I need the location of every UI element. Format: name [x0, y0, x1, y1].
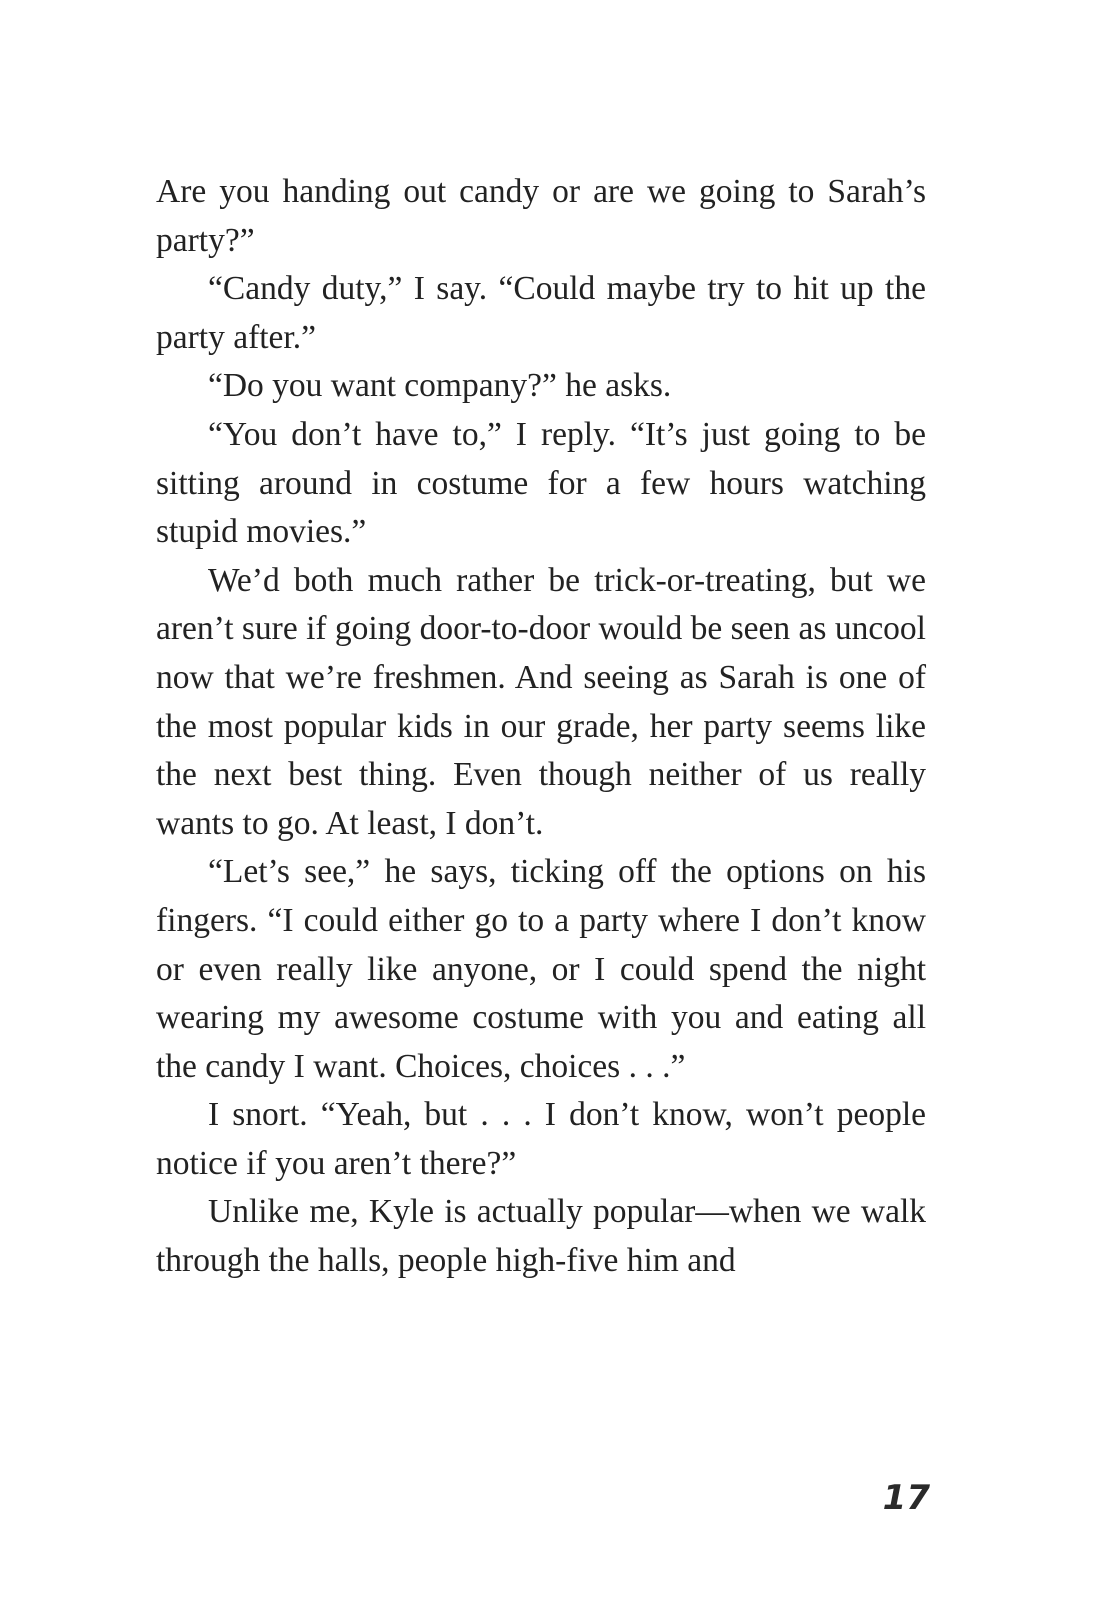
page-number: 17 — [882, 1478, 930, 1518]
paragraph-3: “Do you want company?” he asks. — [208, 367, 672, 405]
paragraph-8: Unlike me, Kyle is actually popular—when we walk through the halls, people high-five him and — [156, 1193, 926, 1280]
paragraph-5: We’d both much rather be trick-or-treating, but we aren’t sure if going door-to-door would be seen as uncool now that we’re freshmen. And seeing as Sarah is one of the most popular kids in our grade, her party seems like the next best thing. Even though neither of us really wants to go. At least, I don’t. — [156, 561, 926, 842]
body-text — [156, 168, 926, 1286]
paragraph-4: “You don’t have to,” I reply. “It’s just going to be sitting around in costume for a few hours watching stupid movies.” — [156, 415, 926, 551]
paragraph-7: I snort. “Yeah, but . . . I don’t know, won’t people notice if you aren’t there?” — [156, 1096, 926, 1182]
paragraph-1: Are you handing out candy or are we going to Sarah’s party?” — [156, 173, 926, 259]
paragraph-2: “Candy duty,” I say. “Could maybe try to hit up the party after.” — [156, 270, 926, 356]
paragraph-6: “Let’s see,” he says, ticking off the options on his fingers. “I could either go to a party where I don’t know or even really like anyone, or I could spend the night wearing my awesome costume with you and eating all the candy I want. Choices, choices . . .” — [156, 853, 926, 1085]
